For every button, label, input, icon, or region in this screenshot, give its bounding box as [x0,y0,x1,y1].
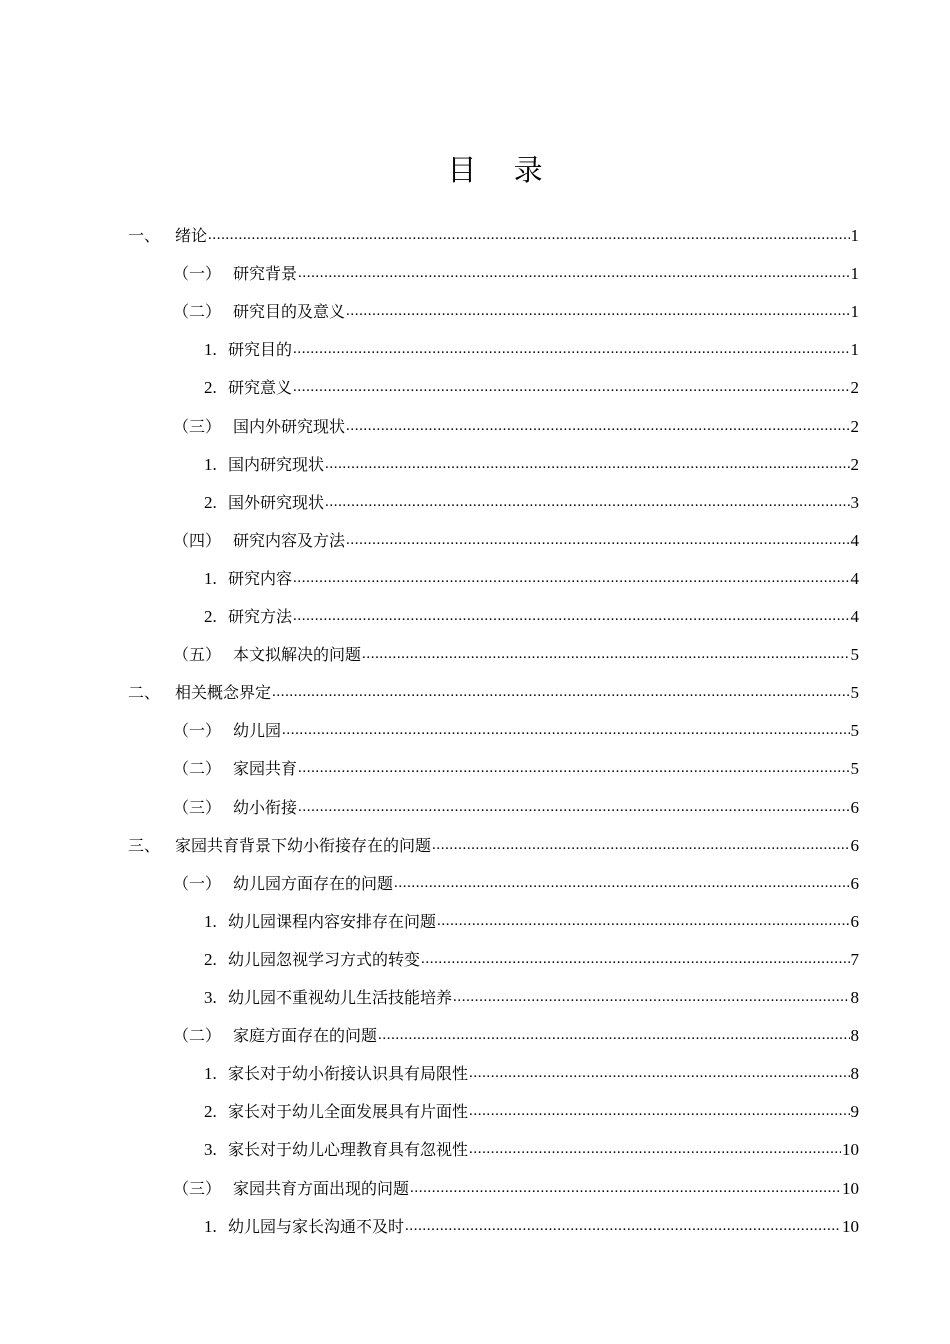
toc-entry-title: 家长对于幼小衔接认识具有局限性 [228,1064,469,1084]
toc-entry-number: （一） [173,721,222,741]
toc-entry-page-number: 2 [850,378,859,398]
toc-entry-level-3[interactable] [204,1057,859,1091]
toc-dot-leader [293,569,849,589]
toc-dot-leader [405,1217,841,1237]
toc-entry-title: 幼儿园忽视学习方式的转变 [228,949,421,969]
toc-entry-title: 家长对于幼儿全面发展具有片面性 [228,1102,469,1122]
toc-entry-number: （三） [173,1178,222,1198]
toc-entry-title: 相关概念界定 [175,683,272,703]
toc-entry-title: 研究内容 [228,568,293,588]
toc-entry-level-3[interactable] [204,905,859,939]
toc-dot-leader [325,455,849,475]
toc-entry-number: 一、 [128,226,161,245]
toc-dot-leader [469,1102,849,1122]
toc-entry-page-number: 2 [850,454,859,474]
toc-entry-title: 幼儿园课程内容安排存在问题 [228,911,437,931]
toc-dot-leader [437,912,849,932]
toc-entry-number: 2. [204,492,217,512]
toc-entry-level-3[interactable] [204,1133,859,1167]
toc-entry-page-number: 6 [850,835,859,855]
toc-entry-title: 幼小衔接 [233,797,298,817]
toc-entry-page-number: 10 [842,1178,859,1198]
toc-entry-level-3[interactable] [204,943,859,977]
toc-dot-leader [293,378,849,398]
toc-entry-title: 研究目的 [228,340,293,360]
toc-entry-page-number: 5 [850,683,859,703]
toc-entry-title: 研究背景 [233,264,298,284]
toc-entry-page-number: 4 [850,568,859,588]
toc-entry-number: （五） [173,645,222,665]
toc-dot-leader [272,683,849,703]
toc-entry-page-number: 8 [850,988,859,1007]
toc-entry-level-2[interactable] [173,524,859,558]
toc-entry-page-number: 6 [850,797,859,817]
toc-dot-leader [362,645,849,665]
toc-entry-level-2[interactable] [173,410,859,444]
title-char-2: 录 [513,153,543,187]
toc-entry-title: 家园共育方面出现的问题 [233,1178,410,1198]
toc-entry-number: 1. [204,1064,217,1084]
toc-entry-page-number: 8 [850,1064,859,1084]
toc-dot-leader [346,417,849,437]
toc-entry-page-number: 1 [850,264,859,284]
toc-entry-level-1[interactable] [128,829,859,863]
toc-entry-title: 国内研究现状 [228,454,325,474]
toc-entry-level-3[interactable] [204,1095,859,1129]
toc-entry-number: 1. [204,340,217,360]
toc-entry-number: 3. [204,1140,217,1160]
toc-entry-number: （二） [173,1026,222,1046]
toc-entry-level-3[interactable] [204,486,859,520]
toc-dot-leader [410,1179,841,1199]
toc-entry-level-2[interactable] [173,867,859,901]
toc-entry-title: 国内外研究现状 [233,416,346,436]
toc-entry-title: 家园共育背景下幼小衔接存在的问题 [175,835,432,855]
toc-entry-number: （一） [173,873,222,893]
toc-entry-title: 幼儿园 [233,721,282,741]
toc-entry-page-number: 10 [842,1140,859,1160]
toc-entry-page-number: 1 [850,302,859,322]
toc-entry-title: 家园共育 [233,759,298,779]
toc-dot-leader [282,721,849,741]
toc-entry-level-3[interactable] [204,1210,859,1244]
toc-dot-leader [378,1026,849,1046]
toc-entry-page-number: 3 [850,492,859,512]
toc-dot-leader [298,759,849,779]
toc-entry-page-number: 5 [850,759,859,779]
toc-dot-leader [394,874,849,894]
toc-entry-level-2[interactable] [173,638,859,672]
toc-dot-leader [298,264,849,284]
toc-entry-page-number: 9 [850,1102,859,1122]
toc-entry-number: （二） [173,759,222,779]
toc-entry-number: 1. [204,454,217,474]
toc-entry-level-2[interactable] [173,752,859,786]
toc-entry-number: （三） [173,416,222,436]
toc-dot-leader [298,798,849,818]
toc-entry-page-number: 4 [850,607,859,626]
toc-entry-level-3[interactable] [204,333,859,367]
toc-entry-level-2[interactable] [173,295,859,329]
toc-entry-number: 1. [204,1216,217,1236]
toc-dot-leader [469,1140,841,1160]
toc-entry-page-number: 10 [842,1216,859,1236]
toc-entry-level-2[interactable] [173,714,859,748]
toc-dot-leader [325,493,849,513]
toc-entry-number: 3. [204,988,217,1007]
toc-dot-leader [208,226,849,246]
toc-entry-level-2[interactable] [173,1172,859,1206]
toc-dot-leader [293,607,849,627]
toc-entry-number: （三） [173,797,222,817]
toc-entry-page-number: 8 [850,1026,859,1046]
toc-entry-level-3[interactable] [204,448,859,482]
toc-entry-number: 1. [204,568,217,588]
toc-entry-title: 幼儿园不重视幼儿生活技能培养 [228,988,453,1007]
toc-entry-number: 2. [204,607,217,626]
toc-dot-leader [453,988,849,1008]
toc-entry-title: 研究目的及意义 [233,302,346,322]
toc-dot-leader [346,302,849,322]
toc-entry-number: 2. [204,1102,217,1122]
toc-entry-page-number: 6 [850,873,859,893]
toc-entry-title: 研究意义 [228,378,293,398]
toc-entry-title: 家长对于幼儿心理教育具有忽视性 [228,1140,469,1160]
toc-dot-leader [346,531,849,551]
toc-entry-title: 研究内容及方法 [233,530,346,550]
toc-entry-title: 家庭方面存在的问题 [233,1026,378,1046]
toc-entry-page-number: 5 [850,645,859,665]
toc-entry-number: 三、 [128,835,161,855]
toc-entry-level-1[interactable] [128,219,859,253]
toc-dot-leader [432,836,849,856]
toc-entry-title: 本文拟解决的问题 [233,645,362,665]
toc-entry-number: 2. [204,378,217,398]
toc-entry-page-number: 1 [850,340,859,360]
toc-entry-page-number: 2 [850,416,859,436]
title-char-1: 目 [447,153,477,187]
toc-entry-page-number: 1 [850,226,859,245]
toc-entry-title: 国外研究现状 [228,492,325,512]
toc-entry-page-number: 4 [850,530,859,550]
toc-entry-title: 幼儿园与家长沟通不及时 [228,1216,405,1236]
toc-entry-level-2[interactable] [173,1019,859,1053]
toc-entry-level-1[interactable] [128,676,859,710]
toc-entry-level-3[interactable] [204,600,859,634]
toc-entry-number: （四） [173,530,222,550]
toc-entry-page-number: 7 [850,949,859,969]
toc-entry-title: 研究方法 [228,607,293,626]
toc-entry-number: 2. [204,949,217,969]
toc-entry-page-number: 5 [850,721,859,741]
toc-entry-number: 二、 [128,683,161,703]
toc-entry-page-number: 6 [850,911,859,931]
toc-entry-title: 幼儿园方面存在的问题 [233,873,394,893]
toc-entry-level-3[interactable] [204,981,859,1015]
toc-entry-level-2[interactable] [173,257,859,291]
toc-entry-number: （一） [173,264,222,284]
toc-entry-number: 1. [204,911,217,931]
toc-entry-level-2[interactable] [173,791,859,825]
toc-dot-leader [421,950,849,970]
page-title [0,148,950,189]
toc-entry-number: （二） [173,302,222,322]
toc-entry-title: 绪论 [175,226,208,245]
toc-entry-level-3[interactable] [204,371,859,405]
toc-dot-leader [469,1064,849,1084]
toc-entry-level-3[interactable] [204,562,859,596]
toc-dot-leader [293,340,849,360]
